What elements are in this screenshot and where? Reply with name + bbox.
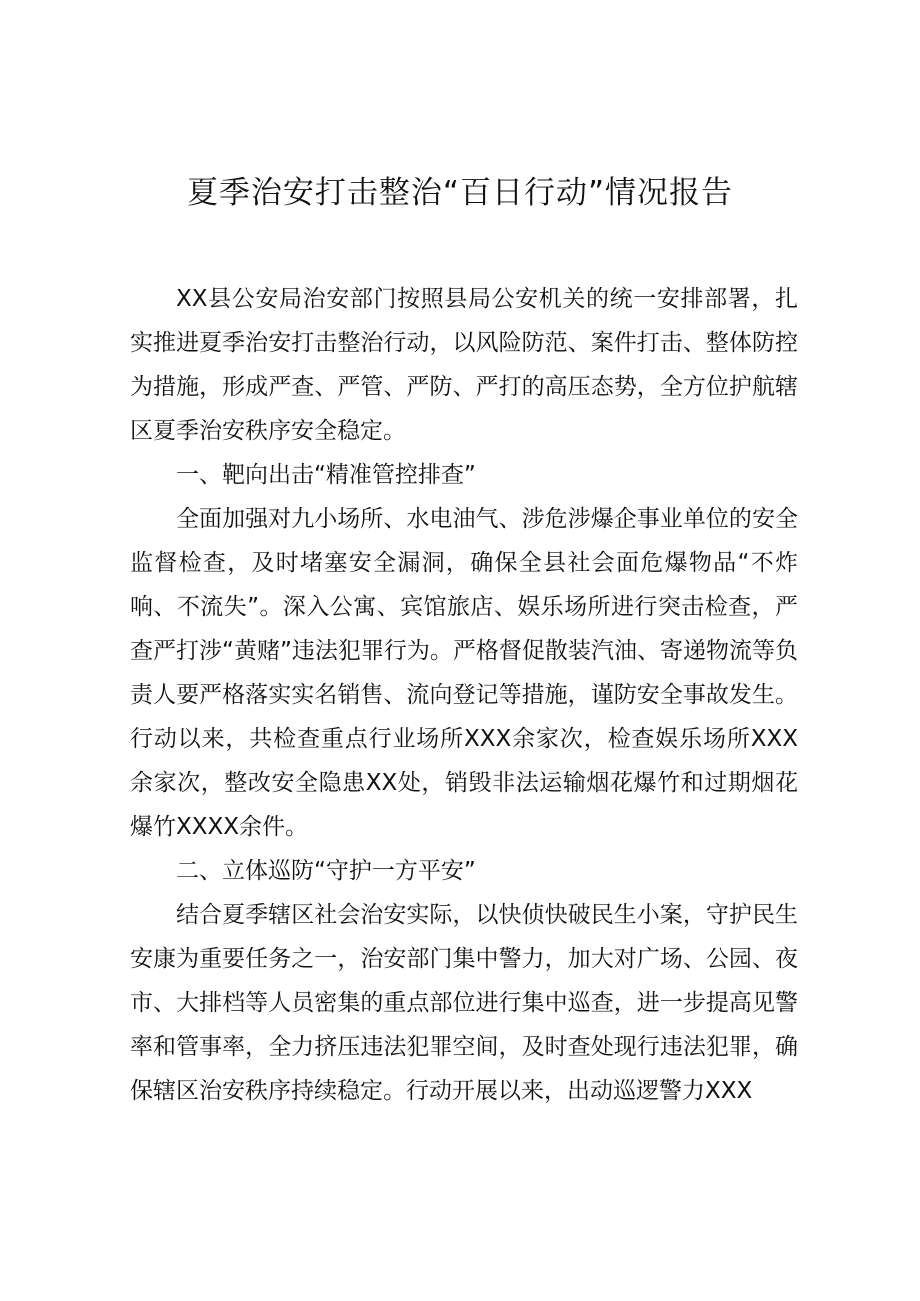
document-body (130, 277, 798, 1113)
section-heading-1: 一、靶向出击“精准管控排查” (176, 462, 476, 488)
section-heading-2: 二、立体巡防“守护一方平安” (176, 858, 476, 884)
section-paragraph-1: 全面加强对九小场所、水电油气、涉危涉爆企事业单位的安全监督检查，及时堵塞安全漏洞，确保全县社会面危爆物品“不炸响、不流失”。深入公寓、宾馆旅店、娱乐场所进行突击检查，严查严打涉“黄赌”违法犯罪行为。严格督促散装汽油、寄递物流等负责人要严格落实实名销售、流向登记等措施，谨防安全事故发生。行动以来，共检查重点行业场所XXX余家次，检查娱乐场所XXX余家次，整改安全隐患XX处，销毁非法运输烟花爆竹和过期烟花爆竹XXXX余件。 (130, 506, 798, 840)
document-title: 夏季治安打击整治“百日行动”情况报告 (186, 175, 734, 211)
section-paragraph-2: 结合夏季辖区社会治安实际，以快侦快破民生小案，守护民生安康为重要任务之一，治安部门集中警力，加大对广场、公园、夜市、大排档等人员密集的重点部位进行集中巡查，进一步提高见警率和管事率，全力挤压违法犯罪空间，及时查处现行违法犯罪，确保辖区治安秩序持续稳定。行动开展以来，出动巡逻警力XXX (130, 902, 798, 1104)
intro-paragraph: XX县公安局治安部门按照县局公安机关的统一安排部署，扎实推进夏季治安打击整治行动，以风险防范、案件打击、整体防控为措施，形成严查、严管、严防、严打的高压态势，全方位护航辖区夏季治安秩序安全稳定。 (130, 286, 798, 444)
